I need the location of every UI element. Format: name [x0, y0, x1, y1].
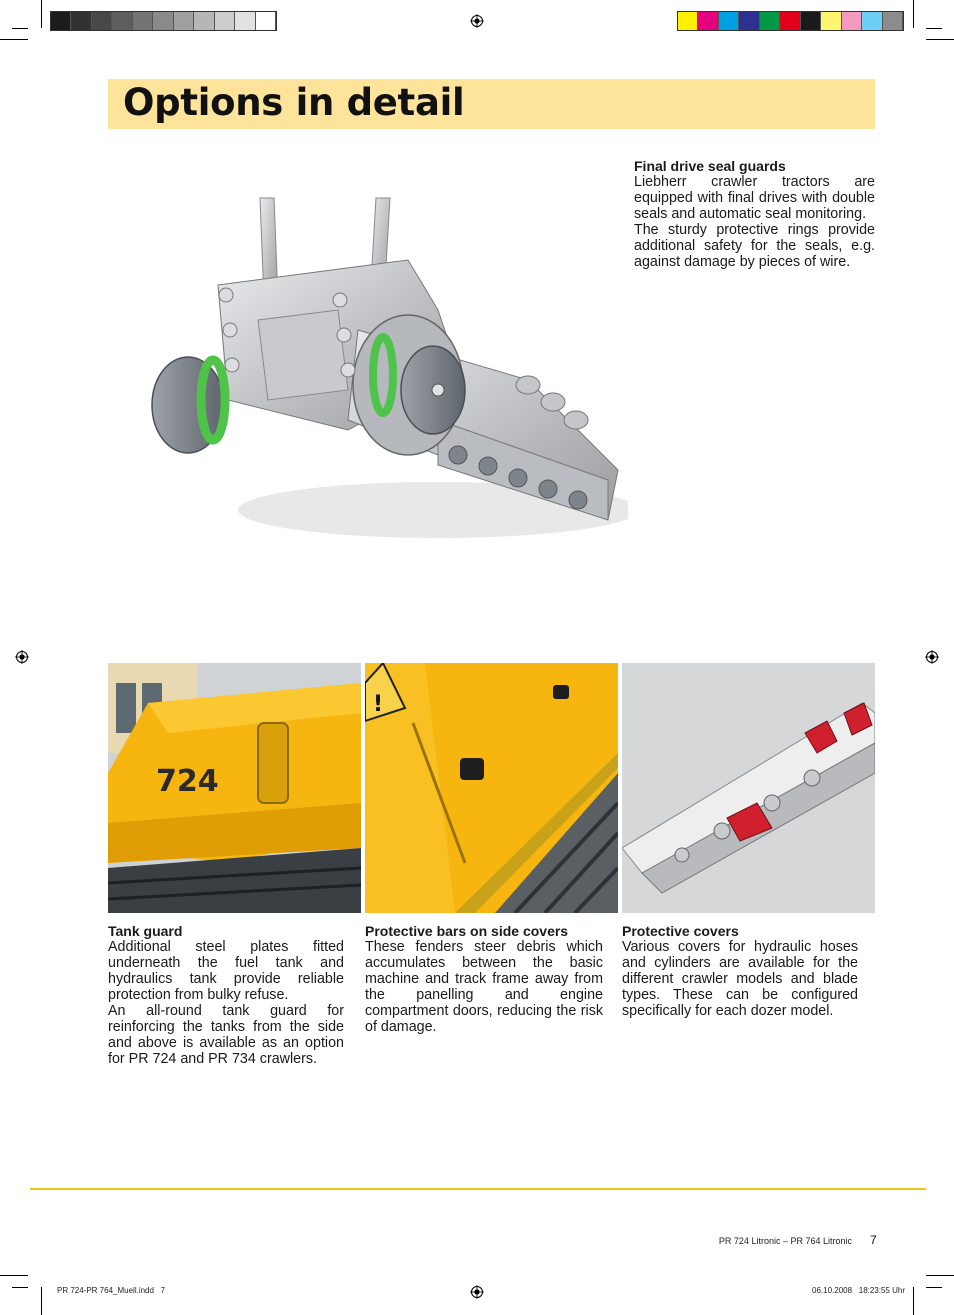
protective-bars-para-1: These fenders steer debris which accumulates between the basic machine and track frame away from the panelling and engine compartment doors, reducing the risk of damage. [365, 939, 603, 1035]
registration-mark-top-icon [470, 14, 484, 28]
color-swatch [698, 12, 718, 30]
registration-mark-left-icon [15, 650, 29, 664]
protective-covers-text [622, 939, 858, 1019]
color-swatch [780, 12, 800, 30]
model-number-label: 724 [156, 764, 219, 799]
tank-guard-heading: Tank guard [108, 923, 183, 939]
color-swatch [719, 12, 739, 30]
slug-date: 06.10.2008 18:23:55 Uhr [812, 1286, 905, 1295]
color-swatch [678, 12, 698, 30]
tank-guard-photo [108, 663, 361, 913]
final-drive-text [634, 174, 875, 270]
gray-swatch [256, 12, 276, 30]
protective-bars-text [365, 939, 603, 1035]
protective-bars-heading: Protective bars on side covers [365, 923, 569, 939]
final-drive-para-2: The sturdy protective rings provide additional safety for the seals, e.g. against damage by pieces of wire. [634, 222, 875, 270]
footer-divider [30, 1188, 926, 1190]
gray-swatch [174, 12, 194, 30]
color-swatch [862, 12, 882, 30]
footer-product: PR 724 Litronic – PR 764 Litronic [718, 1236, 852, 1246]
grayscale-bar [50, 11, 277, 31]
color-bar [677, 11, 904, 31]
color-swatch [801, 12, 821, 30]
tank-guard-text [108, 939, 344, 1067]
page-title: Options in detail [123, 81, 465, 124]
registration-mark-right-icon [925, 650, 939, 664]
final-drive-para-1: Liebherr crawler tractors are equipped with final drives with double seals and automatic seal monitoring. [634, 174, 875, 222]
gray-swatch [133, 12, 153, 30]
final-drive-illustration [108, 190, 628, 580]
page-number: 7 [870, 1233, 877, 1247]
gray-swatch [71, 12, 91, 30]
protective-covers-para-1: Various covers for hydraulic hoses and cylinders are available for the different crawler models and blade types. These can be configured specifically for each dozer model. [622, 939, 858, 1019]
protective-covers-heading: Protective covers [622, 923, 739, 939]
gray-swatch [235, 12, 255, 30]
slug-filename: PR 724-PR 764_Muell.indd 7 [57, 1286, 166, 1295]
color-swatch [760, 12, 780, 30]
svg-text:!: ! [373, 692, 384, 717]
color-swatch [739, 12, 759, 30]
protective-bars-photo [365, 663, 618, 913]
gray-swatch [92, 12, 112, 30]
color-swatch [821, 12, 841, 30]
gray-swatch [153, 12, 173, 30]
color-swatch [842, 12, 862, 30]
final-drive-heading: Final drive seal guards [634, 158, 786, 174]
gray-swatch [215, 12, 235, 30]
protective-covers-photo [622, 663, 875, 913]
gray-swatch [51, 12, 71, 30]
gray-swatch [112, 12, 132, 30]
registration-mark-bottom-icon [470, 1285, 484, 1299]
tank-guard-para-1: Additional steel plates fitted underneath the fuel tank and hydraulics tank provide reliable protection from bulky refuse. [108, 939, 344, 1003]
tank-guard-para-2: An all-round tank guard for reinforcing the tanks from the side and above is available as an option for PR 724 and PR 734 crawlers. [108, 1003, 344, 1067]
color-swatch [883, 12, 903, 30]
gray-swatch [194, 12, 214, 30]
